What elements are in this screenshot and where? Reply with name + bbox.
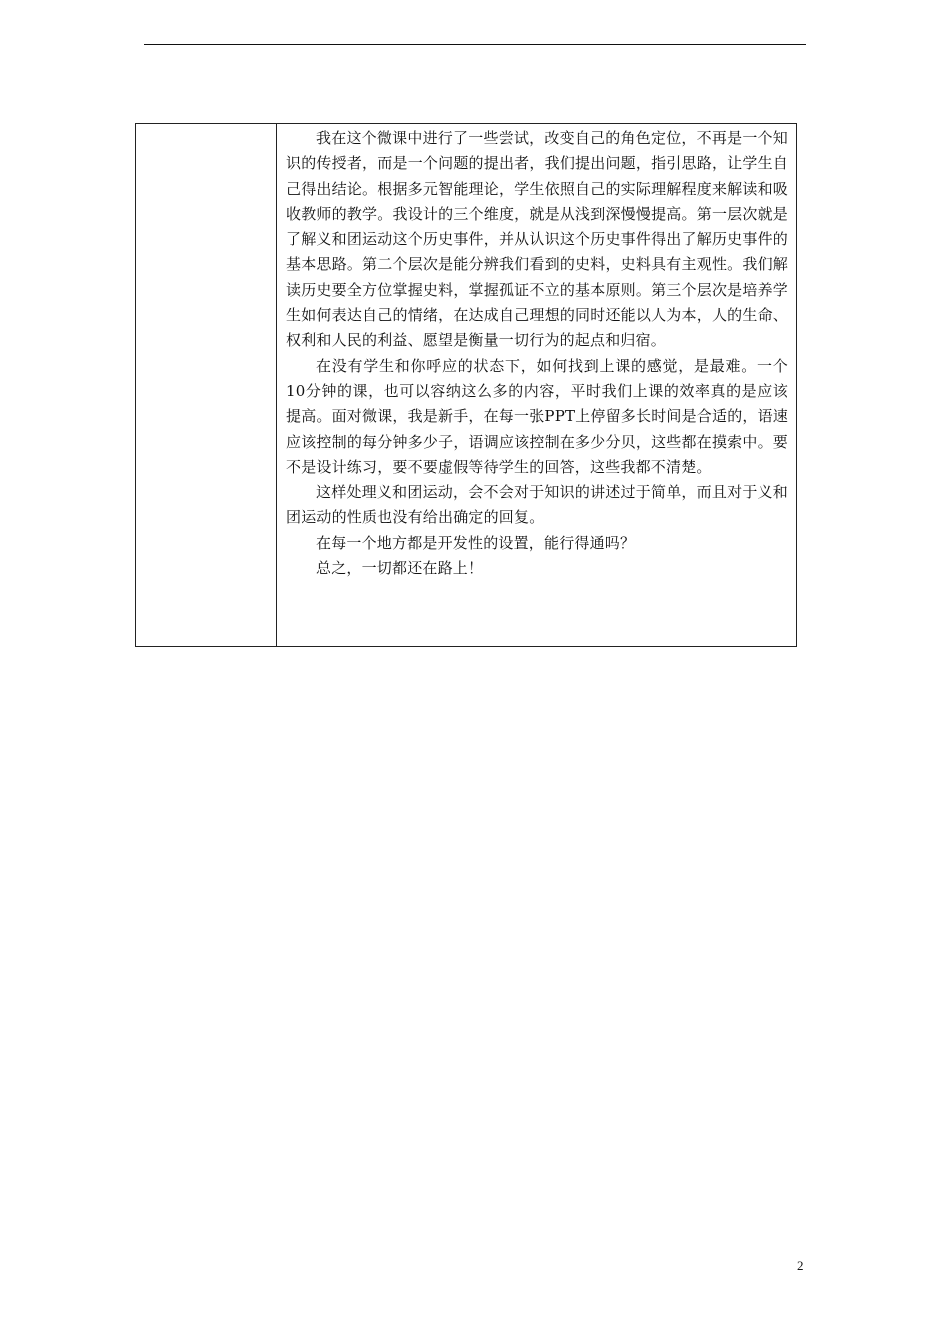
table-content-cell [277, 124, 796, 646]
paragraph-no-students: 在没有学生和你呼应的状态下，如何找到上课的感觉，是最难。一个10分钟的课，也可以容纳这么多的内容，平时我们上课的效率真的是应该提高。面对微课，我是新手，在每一张PPT上停留多长时间是合适的，语速应该控制的每分钟多少子，语调应该控制在多少分贝，这些都在摸索中。要不是设计练习，要不要虚假等待学生的回答，这些我都不清楚。 [286, 356, 788, 476]
reflection-table [135, 123, 797, 647]
paragraph-conclusion: 总之，一切都还在路上！ [316, 559, 484, 578]
table-left-cell [136, 124, 277, 646]
header-rule [144, 44, 806, 45]
paragraph-open-design-question: 在每一个地方都是开发性的设置，能行得通吗？ [316, 533, 636, 552]
page-number: 2 [797, 1258, 804, 1273]
paragraph-role-reflection: 我在这个微课中进行了一些尝试，改变自己的角色定位，不再是一个知识的传授者，而是一个问题的提出者，我们提出问题，指引思路，让学生自己得出结论。根据多元智能理论，学生依照自己的实际理解程度来解读和吸收教师的教学。我设计的三个维度，就是从浅到深慢慢提高。第一层次就是了解义和团运动这个历史事件，并从认识这个历史事件得出了解历史事件的基本思路。第二个层次是能分辨我们看到的史料，史料具有主观性。我们解读历史要全方位掌握史料，掌握孤证不立的基本原则。第三个层次是培养学生如何表达自己的情绪，在达成自己理想的同时还能以人为本，人的生命、权利和人民的利益、愿望是衡量一切行为的起点和归宿。 [286, 129, 788, 350]
paragraph-simplification-concern: 这样处理义和团运动，会不会对于知识的讲述过于简单，而且对于义和团运动的性质也没有给出确定的回复。 [286, 483, 788, 527]
